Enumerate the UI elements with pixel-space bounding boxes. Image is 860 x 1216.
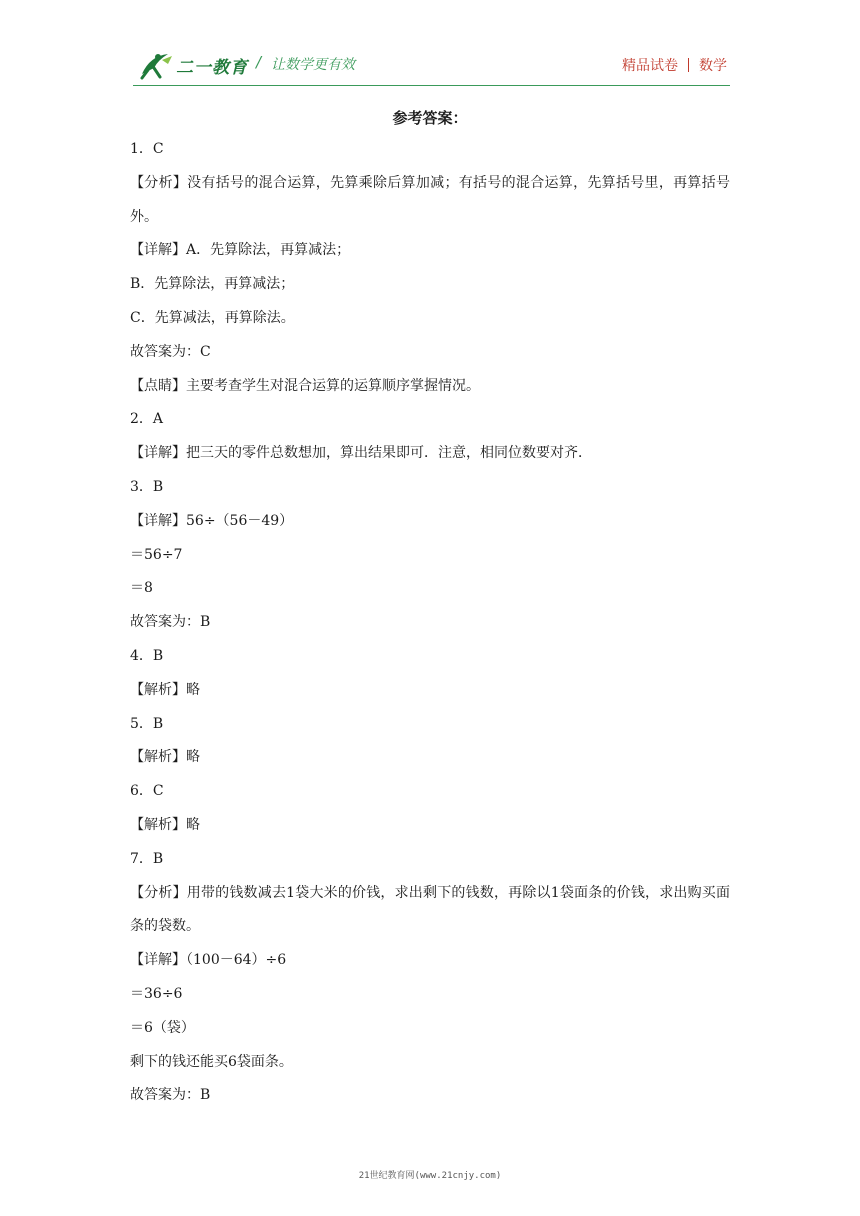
answer-line: C．先算减法，再算除法。 — [130, 309, 295, 326]
answer-line: ＝56÷7 — [130, 546, 183, 563]
answer-line: 5．B — [130, 715, 164, 732]
header-subject: 数学 — [699, 58, 727, 74]
answer-line: 故答案为：B — [130, 1087, 211, 1104]
header-divider — [688, 58, 689, 72]
answer-line: 3．B — [130, 478, 164, 495]
header-category: 精品试卷 — [622, 58, 678, 74]
answer-line: 剩下的钱还能买6袋面条。 — [130, 1053, 293, 1070]
answer-line: 【详解】A．先算除法，再算减法； — [130, 242, 351, 259]
header-rule — [133, 85, 730, 86]
answer-line: B．先算除法，再算减法； — [130, 276, 295, 293]
page-footer: 21世纪教育网(www.21cnjy.com) — [358, 1171, 502, 1181]
page-title: 参考答案： — [392, 109, 468, 127]
answer-line: 1．C — [130, 141, 164, 157]
answer-line: ＝36÷6 — [130, 985, 183, 1002]
answer-line: 【分析】用带的钱数减去1袋大米的价钱，求出剩下的钱数，再除以1袋面条的价钱，求出购买面条的袋数。 — [130, 884, 730, 935]
answer-line: 【详解】56÷（56－49） — [130, 512, 294, 529]
answer-line: 【分析】没有括号的混合运算，先算乘除后算加减；有括号的混合运算，先算括号里，再算括号外。 — [130, 174, 730, 225]
answer-line: 故答案为：B — [130, 614, 211, 631]
answer-line: 【解析】略 — [130, 681, 200, 698]
answer-line: 7．B — [130, 850, 164, 867]
answer-line: ＝8 — [130, 580, 153, 597]
answer-line: 6．C — [130, 783, 164, 800]
answer-line: ＝6（袋） — [130, 1019, 195, 1036]
answer-line: 故答案为：C — [130, 343, 211, 360]
answer-content — [130, 133, 730, 1113]
answer-line: 2．A — [130, 411, 164, 428]
answer-line: 【详解】把三天的零件总数想加，算出结果即可．注意，相同位数要对齐． — [130, 445, 592, 462]
answer-line: 【详解】（100－64）÷6 — [130, 952, 287, 969]
brand-name: 二一教育 — [176, 58, 248, 78]
runner-logo-icon — [138, 50, 174, 80]
answer-line: 【点睛】主要考查学生对混合运算的运算顺序掌握情况。 — [130, 377, 480, 394]
header-right — [622, 55, 727, 75]
header-separator: / — [256, 53, 262, 71]
answer-line: 【解析】略 — [130, 816, 200, 833]
brand-slogan: 让数学更有效 — [271, 57, 355, 73]
answer-line: 【解析】略 — [130, 749, 200, 766]
page-header — [0, 0, 860, 95]
answer-line: 4．B — [130, 647, 164, 664]
